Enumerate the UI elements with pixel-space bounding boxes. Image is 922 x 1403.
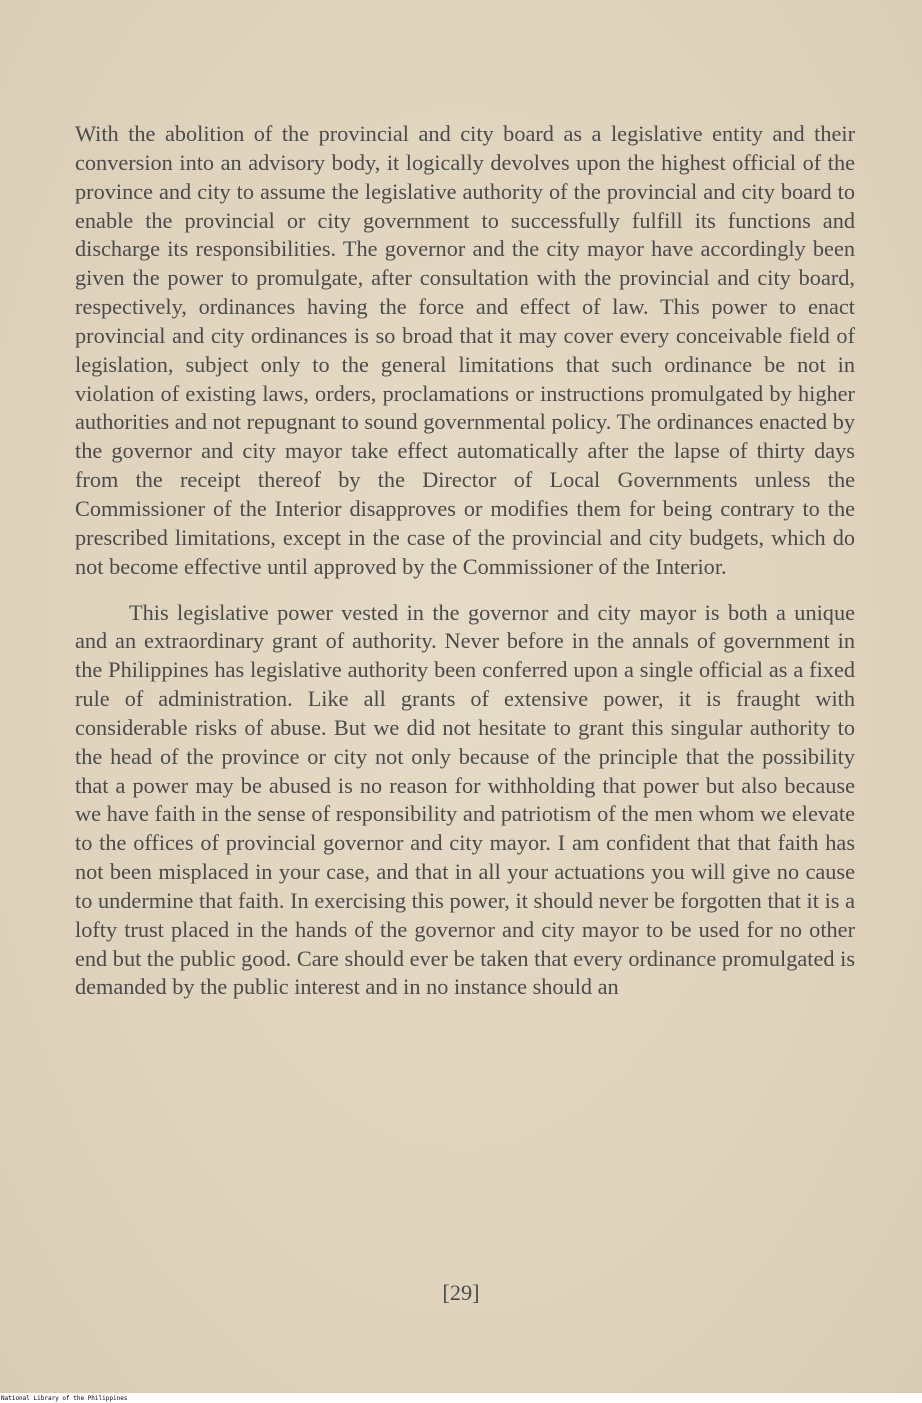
page-number: [29] <box>442 1280 480 1305</box>
paragraph-1: With the abolition of the provincial and city board as a legislative entity and their conversion into an advisory body, it logically devolves upon the highest official of the province and city to assume the legislative authority of the provincial and city board to enable the provincial or city government to successfully fulfill its functions and discharge its responsibilities. The governor and the city mayor have accordingly been given the power to promulgate, after consultation with the provincial and city board, respectively, ordinances having the force and effect of law. This power to enact provincial and city ordinances is so broad that it may cover every conceivable field of legislation, subject only to the general limitations that such ordinance be not in violation of existing laws, orders, proclamations or instructions promulgated by higher authorities and not repugnant to sound governmental policy. The ordinances enacted by the governor and city mayor take effect automatically after the lapse of thirty days from the receipt thereof by the Director of Local Governments unless the Commissioner of the Interior disapproves or modifies them for being contrary to the prescribed limitations, except in the case of the provincial and city budgets, which do not become effective until approved by the Commissioner of the Interior. <box>75 121 855 579</box>
paragraph-2: This legislative power vested in the governor and city mayor is both a unique and an extraordinary grant of authority. Never before in the annals of government in the Philippines has legislative authority been conferred upon a single official as a fixed rule of administration. Like all grants of extensive power, it is fraught with considerable risks of abuse. But we did not hesitate to grant this singular authority to the head of the province or city not only because of the principle that the possibility that a power may be abused is no reason for withholding that power but also because we have faith in the sense of responsibility and patriotism of the men whom we elevate to the offices of provincial governor and city mayor. I am confident that that faith has not been misplaced in your case, and that in all your actuations you will give no cause to undermine that faith. In exercising this power, it should never be forgotten that it is a lofty trust placed in the hands of the governor and city mayor to be used for no other end but the public good. Care should ever be taken that every ordinance promulgated is demanded by the public interest and in no instance should an <box>75 599 855 1000</box>
library-watermark: National Library of the Philippines <box>1 1395 128 1402</box>
body-text <box>75 120 855 1002</box>
footer-bar <box>0 1393 922 1403</box>
